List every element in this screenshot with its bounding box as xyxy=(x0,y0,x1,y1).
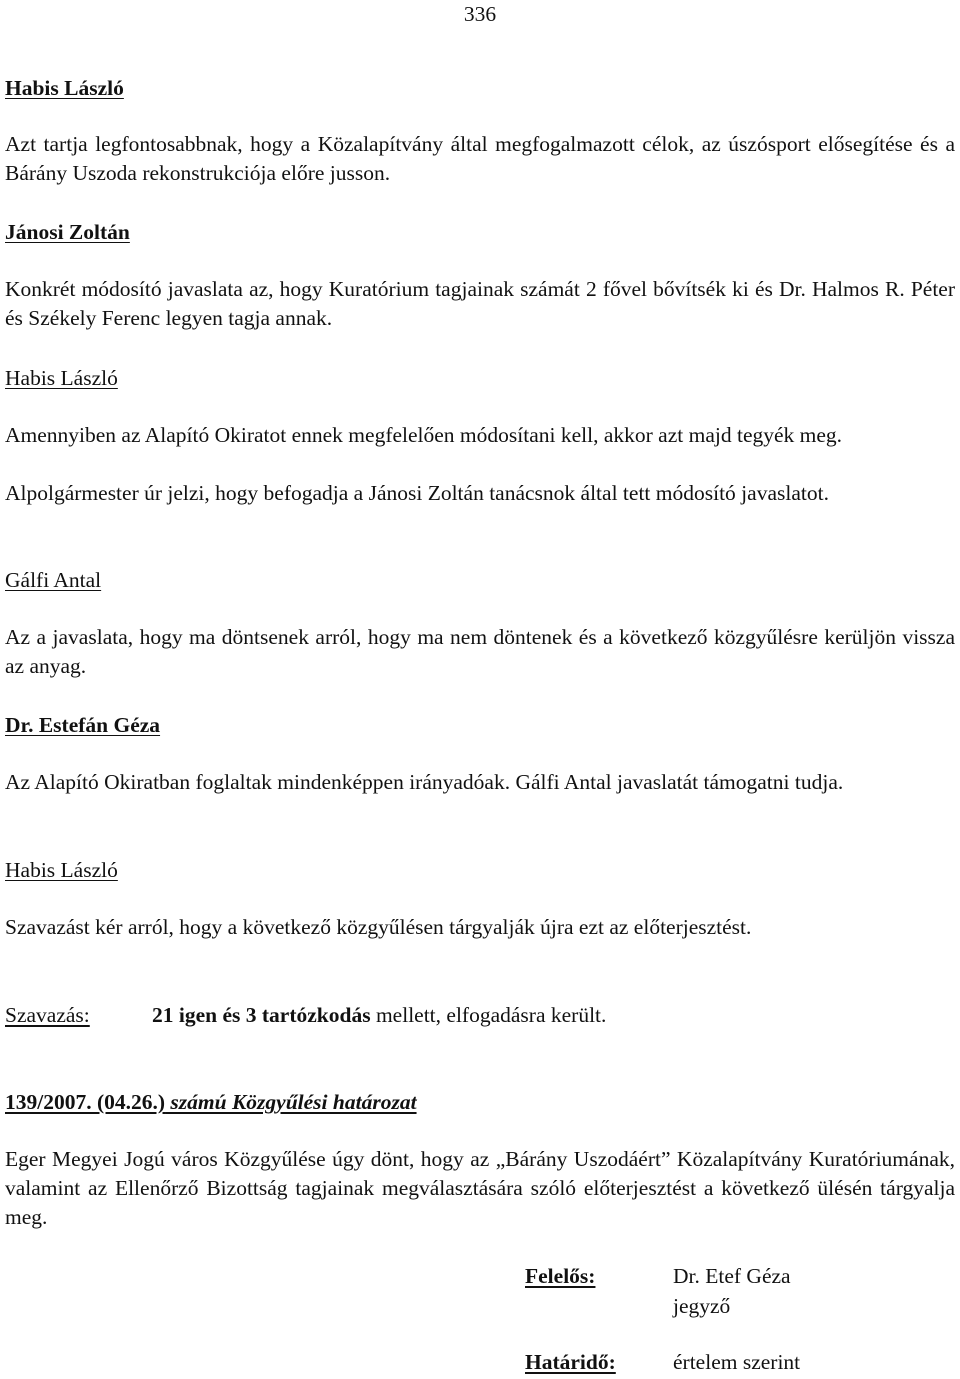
speech-paragraph: Szavazást kér arról, hogy a következő közgyűlésen tárgyalják újra ezt az előterjesztést. xyxy=(5,915,752,939)
vote-count: 21 igen és 3 tartózkodás xyxy=(152,1003,371,1027)
responsible-name: Dr. Etef Géza xyxy=(673,1264,791,1288)
speaker-name: Dr. Estefán Géza xyxy=(5,713,161,737)
resolution-title-text: számú Közgyűlési határozat xyxy=(165,1090,417,1114)
vote-label: Szavazás: xyxy=(5,1003,90,1027)
speech-paragraph: Amennyiben az Alapító Okiratot ennek megfelelően módosítani kell, akkor azt majd tegyék meg. xyxy=(5,423,843,447)
vote-outcome: mellett, elfogadásra került. xyxy=(370,1003,607,1027)
speech-paragraph: Alpolgármester úr jelzi, hogy befogadja a Jánosi Zoltán tanácsnok által tett módosító javaslatot. xyxy=(5,481,829,505)
speaker-name: Jánosi Zoltán xyxy=(5,220,130,244)
speaker-name: Habis László xyxy=(5,76,124,100)
vote-result xyxy=(152,1001,606,1029)
resolution-title xyxy=(5,1088,417,1116)
speech-paragraph: Az Alapító Okiratban foglaltak mindenképpen irányadóak. Gálfi Antal javaslatát támogatni tudja. xyxy=(5,770,844,794)
speech-paragraph: Azt tartja legfontosabbnak, hogy a Közalapítvány által megfogalmazott célok, az úszósport elősegítése és a Bárány Uszoda rekonstrukciója előre jusson. xyxy=(5,132,955,185)
speaker-name: Habis László xyxy=(5,366,118,390)
deadline-value: értelem szerint xyxy=(673,1350,801,1374)
deadline-label: Határidő: xyxy=(525,1350,616,1374)
speech-paragraph: Az a javaslata, hogy ma döntsenek arról, hogy ma nem döntenek és a következő közgyűlésre kerüljön vissza az anyag. xyxy=(5,625,955,678)
speaker-name: Gálfi Antal xyxy=(5,568,102,592)
resolution-number: 139/2007. (04.26.) xyxy=(5,1090,166,1114)
resolution-text: Eger Megyei Jogú város Közgyűlése úgy dönt, hogy az „Bárány Uszodáért” Közalapítvány Kuratóriumának, valamint az Ellenőrző Bizottság tagjainak megválasztására szóló előterjesztést a következő ülésén tárgyalja meg. xyxy=(5,1147,955,1229)
speech-paragraph: Konkrét módosító javaslata az, hogy Kuratórium tagjainak számát 2 fővel bővítsék ki és Dr. Halmos R. Péter és Székely Ferenc legyen tagja annak. xyxy=(5,277,955,330)
page-number: 336 xyxy=(463,2,497,26)
responsible-label: Felelős: xyxy=(525,1264,596,1288)
speaker-name: Habis László xyxy=(5,858,118,882)
responsible-title: jegyző xyxy=(673,1294,731,1318)
